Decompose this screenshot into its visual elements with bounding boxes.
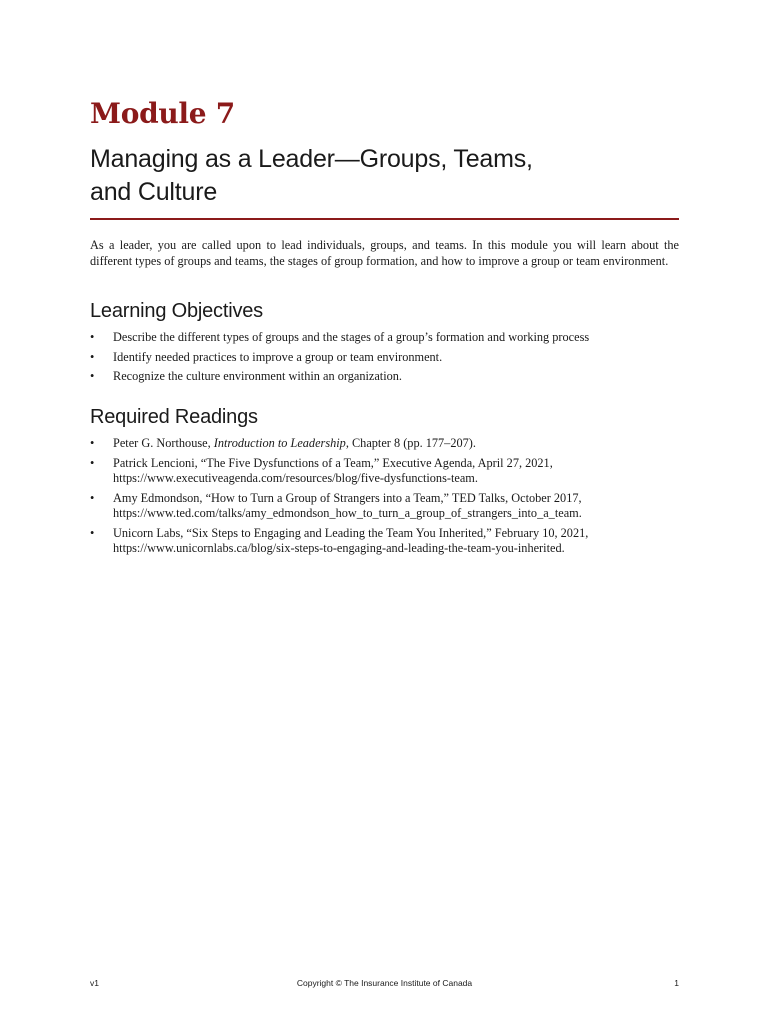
reading-citation xyxy=(113,436,679,452)
required-readings-list xyxy=(90,436,679,561)
reading-citation: Patrick Lencioni, “The Five Dysfunctions of a Team,” Executive Agenda, April 27, 2021, xyxy=(113,455,553,470)
bullet-icon: • xyxy=(90,330,95,344)
required-readings-heading: Required Readings xyxy=(90,406,258,428)
module-title-line-1: Managing as a Leader—Groups, Teams, xyxy=(90,145,533,173)
reading-url[interactable]: https://www.ted.com/talks/amy_edmondson_how_to_turn_a_group_of_strangers_into_a_team. xyxy=(113,506,582,520)
footer-page-number: 1 xyxy=(674,978,679,988)
reading-chapter: , Chapter 8 (pp. 177–207). xyxy=(345,436,476,450)
objective-text: Describe the different types of groups and the stages of a group’s formation and working process xyxy=(113,330,590,344)
learning-objectives-heading: Learning Objectives xyxy=(90,300,263,322)
bullet-icon: • xyxy=(90,436,95,450)
list-item xyxy=(90,526,679,557)
bullet-icon: • xyxy=(90,490,95,505)
page-footer xyxy=(90,976,679,990)
objective-text: Identify needed practices to improve a group or team environment. xyxy=(113,349,443,364)
bullet-icon: • xyxy=(90,369,95,383)
module-number-heading: Module 7 xyxy=(90,97,235,130)
list-item xyxy=(90,456,679,487)
list-item xyxy=(90,330,679,346)
learning-objectives-list xyxy=(90,330,679,389)
title-divider xyxy=(90,218,679,220)
reading-citation: Amy Edmondson, “How to Turn a Group of Strangers into a Team,” TED Talks, October 2017, xyxy=(113,490,582,505)
reading-citation: Unicorn Labs, “Six Steps to Engaging and Leading the Team You Inherited,” February 10, 2021, xyxy=(113,525,589,540)
list-item xyxy=(90,350,679,366)
reading-author: Peter G. Northouse, xyxy=(113,436,214,450)
list-item xyxy=(90,369,679,385)
bullet-icon: • xyxy=(90,455,95,470)
list-item xyxy=(90,491,679,522)
objective-text: Recognize the culture environment within an organization. xyxy=(113,369,403,383)
bullet-icon: • xyxy=(90,525,95,540)
intro-paragraph: As a leader, you are called upon to lead individuals, groups, and teams. In this module you will learn about the different types of groups and teams, the stages of group formation, and how to improve a group or team environment. xyxy=(90,238,679,268)
reading-url[interactable]: https://www.unicornlabs.ca/blog/six-steps-to-engaging-and-leading-the-team-you-inherited. xyxy=(113,541,565,555)
reading-url[interactable]: https://www.executiveagenda.com/resources/blog/five-dysfunctions-team. xyxy=(113,471,478,485)
reading-book-title: Introduction to Leadership xyxy=(213,436,346,450)
footer-copyright: Copyright © The Insurance Institute of Canada xyxy=(296,978,473,988)
list-item xyxy=(90,436,679,452)
module-title-line-2: and Culture xyxy=(90,178,218,206)
bullet-icon: • xyxy=(90,349,95,364)
module-title-heading xyxy=(90,143,650,209)
footer-version: v1 xyxy=(90,978,99,988)
